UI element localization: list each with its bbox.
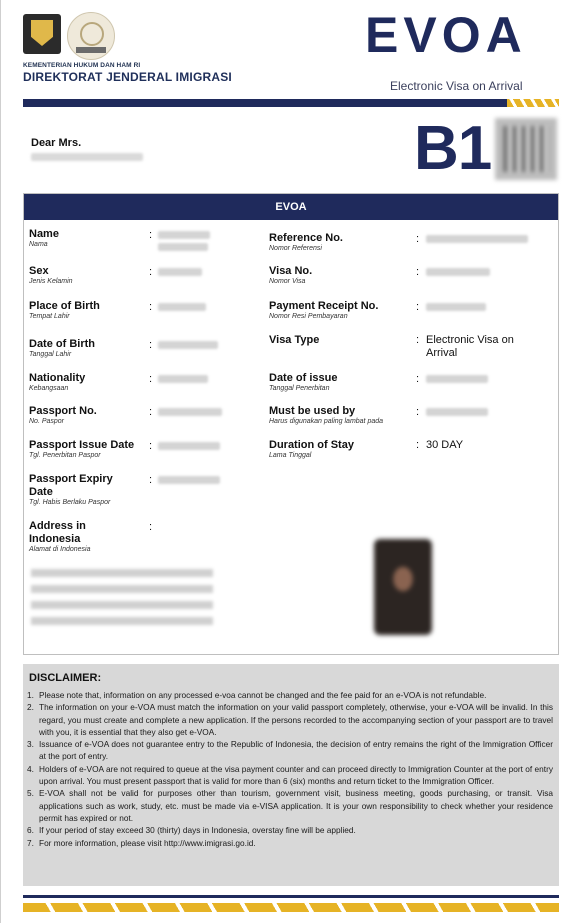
redacted-value [158, 268, 202, 276]
disclaimer-item: 6. If your period of stay exceed 30 (thirty) days in Indonesia, overstay fine will be applied. [27, 825, 356, 836]
field-label: Passport No. [29, 405, 97, 417]
redacted-value [158, 341, 218, 349]
field-nationality [29, 372, 85, 392]
field-label: Address in Indonesia [29, 520, 86, 545]
field-label: Nationality [29, 372, 86, 384]
redacted-value [426, 375, 488, 383]
salutation: Dear Mrs. [31, 137, 82, 149]
field-label: Passport Expiry Date [29, 473, 113, 498]
ministry-emblem-icon [23, 14, 61, 54]
field-colon: : [416, 334, 420, 346]
ministry-name: KEMENTERIAN HUKUM DAN HAM RI [23, 62, 141, 69]
visa-type-value: Electronic Visa on Arrival [426, 334, 514, 359]
field-label: Visa Type [269, 334, 320, 346]
evoa-logo: EVOA [365, 7, 527, 63]
field-place-of-birth [29, 300, 100, 320]
disclaimer-title: DISCLAIMER: [29, 672, 102, 684]
redacted-value [158, 375, 208, 383]
field-name [29, 228, 59, 248]
disclaimer-list [27, 689, 553, 849]
field-label: Passport Issue Date [29, 439, 135, 451]
field-colon: : [416, 406, 420, 418]
redacted-value [158, 303, 206, 311]
field-passport-no [29, 405, 97, 425]
disclaimer-item: 5. E-VOA shall not be valid for purposes other than tourism, government visit, business meeting, goods purchasing, or transit. Visa applications such as work, study, etc. must be made via e-VISA application. It is your own responsibility to check whether your residence permit has expired or not. [27, 788, 553, 823]
field-must-be-used-by [269, 405, 383, 425]
disclaimer-item: 7. For more information, please visit http://www.imigrasi.go.id. [27, 837, 256, 848]
visa-class-code: B1 [414, 114, 492, 183]
redacted-value [158, 408, 222, 416]
field-address [29, 520, 129, 553]
redacted-value [426, 268, 490, 276]
field-colon: : [149, 521, 153, 533]
field-colon: : [416, 233, 420, 245]
disclaimer-item: 4. Holders of e-VOA are not required to queue at the visa payment counter and can proceed directly to Immigration Counter at the port of entry upon arrival. You must present passport that is valid for more than 6 (six) months and return ticket to the Immigration Officer. [27, 763, 553, 787]
field-date-of-issue [269, 372, 337, 392]
field-sublabel: Harus digunakan paling lambat pada [269, 418, 384, 425]
redacted-value [426, 408, 488, 416]
field-passport-issue-date [29, 439, 134, 459]
disclaimer-item: 1. Please note that, information on any processed e-voa cannot be changed and the fee paid for an e-VOA is not refundable. [27, 690, 487, 700]
field-colon: : [149, 406, 153, 418]
field-label: Place of Birth [29, 300, 100, 312]
qr-code-icon [495, 118, 557, 180]
section-title: EVOA [24, 194, 558, 220]
field-sublabel: Nama [29, 241, 48, 248]
field-sublabel: Tgl. Habis Berlaku Paspor [29, 499, 111, 506]
duration-of-stay-value: 30 DAY [426, 439, 464, 451]
redacted-value [158, 231, 210, 239]
field-colon: : [149, 229, 153, 241]
redacted-value [158, 476, 220, 484]
field-sublabel: No. Paspor [29, 418, 65, 425]
header-stripes [507, 99, 559, 107]
footer-divider [23, 895, 559, 898]
evoa-logo-subtitle: Electronic Visa on Arrival [390, 79, 523, 93]
redacted-holder-name [31, 153, 143, 161]
field-label: Sex [29, 265, 49, 277]
field-sublabel: Nomor Resi Pembayaran [269, 313, 348, 320]
field-reference-no [269, 232, 343, 252]
redacted-value [426, 303, 486, 311]
field-sublabel: Tanggal Penerbitan [269, 385, 330, 392]
field-colon: : [416, 439, 420, 451]
redacted-value [158, 442, 220, 450]
disclaimer-item: 2. The information on your e-VOA must match the information on your valid passport completely, otherwise, your e-VOA will be invalid. In this regard, you must create and complete a new application. If the persons recorded to the accompanying section of your passport are to travel with you, it is essential that they also get e-VOA. [27, 702, 553, 737]
field-colon: : [416, 373, 420, 385]
redacted-value [426, 235, 528, 243]
field-sublabel: Tanggal Lahir [29, 351, 72, 358]
header-divider [23, 99, 558, 107]
field-label: Date of Birth [29, 338, 95, 350]
field-label: Payment Receipt No. [269, 300, 379, 312]
field-colon: : [149, 440, 153, 452]
field-payment-receipt-no [269, 300, 378, 320]
redacted-value [158, 243, 208, 251]
field-sex [29, 265, 73, 285]
field-visa-type [269, 334, 319, 347]
field-duration-of-stay [269, 439, 354, 459]
field-label: Date of issue [269, 372, 338, 384]
footer-stripes [23, 903, 559, 912]
field-colon: : [149, 474, 153, 486]
redacted-address [31, 569, 213, 633]
disclaimer-item: 3. Issuance of e-VOA does not guarantee entry to the Republic of Indonesia, the decision of entry remains the right of the Immigration Officer at the port of entry. [27, 739, 553, 762]
field-visa-no [269, 265, 312, 285]
field-sublabel: Nomor Referensi [269, 245, 322, 252]
field-sublabel: Lama Tinggal [269, 452, 312, 459]
field-colon: : [149, 373, 153, 385]
field-label: Must be used by [269, 405, 356, 417]
field-sublabel: Alamat di Indonesia [29, 546, 91, 553]
field-label: Name [29, 228, 59, 240]
field-sublabel: Tgl. Penerbitan Paspor [29, 452, 101, 459]
field-colon: : [416, 266, 420, 278]
directorate-name: DIREKTORAT JENDERAL IMIGRASI [23, 70, 232, 84]
field-colon: : [149, 301, 153, 313]
holder-photo [374, 539, 432, 635]
field-sublabel: Tempat Lahir [29, 313, 70, 320]
field-colon: : [416, 301, 420, 313]
field-label: Reference No. [269, 232, 343, 244]
field-label: Visa No. [269, 265, 313, 277]
field-passport-expiry-date [29, 473, 139, 506]
field-sublabel: Jenis Kelamin [29, 278, 73, 285]
immigration-seal-icon [67, 12, 115, 60]
field-colon: : [149, 339, 153, 351]
field-label: Duration of Stay [269, 439, 354, 451]
field-sublabel: Nomor Visa [269, 278, 306, 285]
field-sublabel: Kebangsaan [29, 385, 69, 392]
field-date-of-birth [29, 338, 95, 358]
field-colon: : [149, 266, 153, 278]
